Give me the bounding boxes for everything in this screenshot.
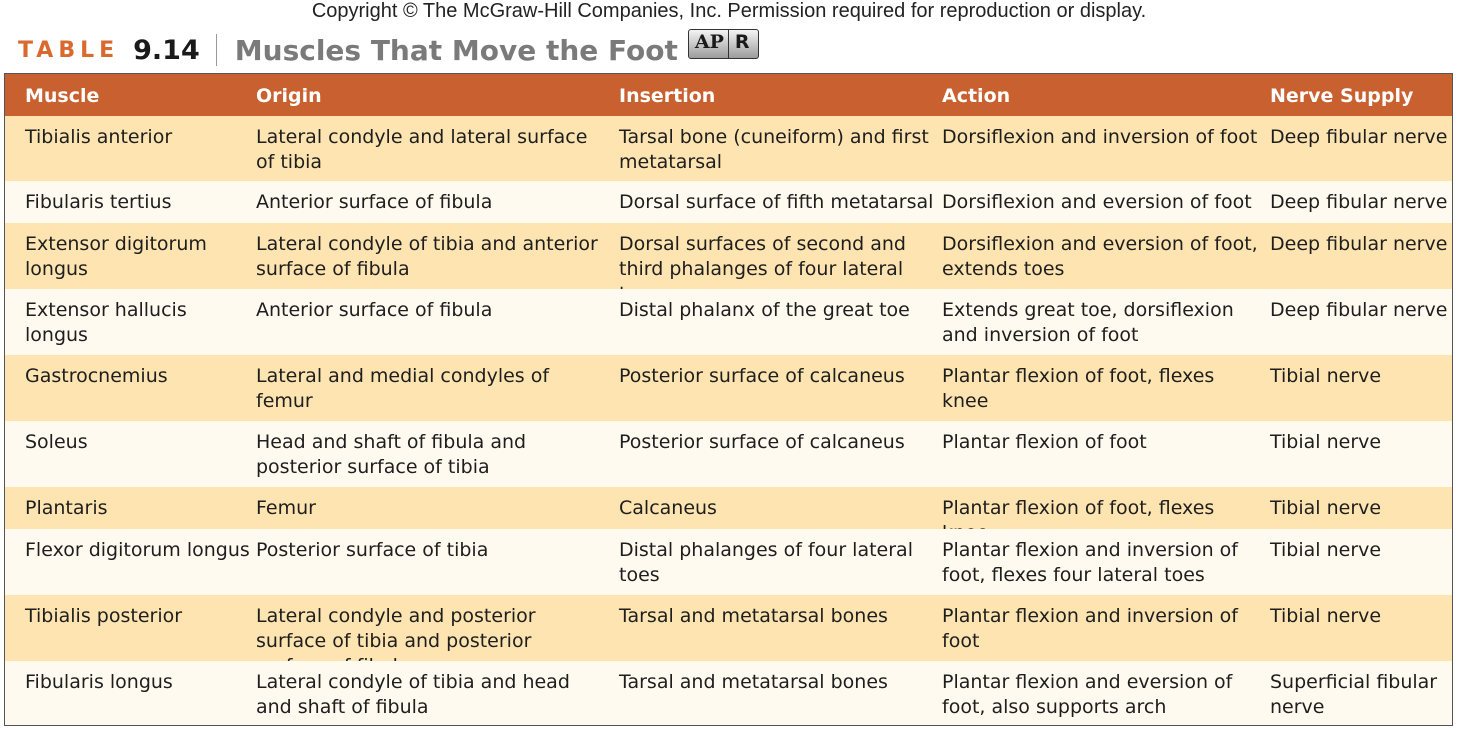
cell-muscle: Extensor hallucis longus bbox=[25, 299, 187, 346]
muscles-table bbox=[4, 73, 1453, 726]
column-header-insertion: Insertion bbox=[619, 85, 716, 107]
table-heading bbox=[18, 30, 759, 70]
cell-insertion: Dorsal surface of fifth metatarsal bbox=[619, 191, 934, 213]
cell-origin: Lateral condyle of tibia and head and shaft of fibula bbox=[256, 671, 570, 718]
cell-nerve-supply: Tibial nerve bbox=[1270, 431, 1382, 453]
cell-action: Plantar flexion of foot, flexes bbox=[942, 497, 1215, 519]
apr-badge-left: AP bbox=[689, 30, 729, 58]
cell-nerve-supply: Deep fibular nerve bbox=[1270, 299, 1448, 321]
table-title: Muscles That Move the Foot bbox=[234, 33, 678, 67]
column-header-nerve-supply: Nerve Supply bbox=[1270, 85, 1414, 107]
cell-insertion: Dorsal surfaces of second and third phalanges of four lateral bbox=[619, 233, 906, 280]
table-label: TABLE bbox=[18, 37, 120, 63]
table-row bbox=[5, 355, 1452, 421]
cell-origin: Lateral and medial condyles of femur bbox=[256, 365, 550, 412]
cell-muscle: Tibialis posterior bbox=[25, 605, 183, 627]
cell-action: Plantar flexion of foot bbox=[942, 431, 1147, 453]
cell-origin: Head and shaft of fibula and posterior surface of tibia bbox=[256, 431, 527, 478]
cell-insertion: Posterior surface of calcaneus bbox=[619, 365, 905, 387]
cell-action: Plantar flexion and eversion of foot, also supports arch bbox=[942, 671, 1233, 718]
cell-origin: Femur bbox=[256, 497, 316, 519]
cell-nerve-supply: Tibial nerve bbox=[1270, 497, 1382, 519]
copyright-notice: Copyright © The McGraw-Hill Companies, Inc. Permission required for reproduction or display. bbox=[311, 0, 1147, 22]
table-row bbox=[5, 487, 1452, 529]
cell-nerve-supply: Superficial fibular nerve bbox=[1270, 671, 1438, 718]
cell-nerve-supply: Tibial nerve bbox=[1270, 365, 1382, 387]
cell-action: Extends great toe, dorsiflexion and inversion of foot bbox=[942, 299, 1234, 346]
cell-muscle: Gastrocnemius bbox=[25, 365, 168, 387]
column-header-action: Action bbox=[942, 85, 1011, 107]
cell-nerve-supply: Tibial nerve bbox=[1270, 539, 1382, 561]
cell-action: Dorsiflexion and inversion of foot bbox=[942, 126, 1258, 148]
cell-insertion: Tarsal bone (cuneiform) and first metatarsal bbox=[619, 126, 929, 173]
table-row bbox=[5, 529, 1452, 595]
table-row bbox=[5, 223, 1452, 289]
column-header-muscle: Muscle bbox=[25, 85, 100, 107]
cell-muscle: Plantaris bbox=[25, 497, 108, 519]
cell-muscle: Soleus bbox=[25, 431, 88, 453]
cell-muscle: Fibularis longus bbox=[25, 671, 173, 693]
cell-action: Dorsiflexion and eversion of foot bbox=[942, 191, 1252, 213]
cell-nerve-supply: Deep fibular nerve bbox=[1270, 126, 1448, 148]
cell-origin: Anterior surface of fibula bbox=[256, 299, 493, 321]
cell-action: Dorsiflexion and eversion of foot, extends toes bbox=[942, 233, 1258, 280]
table-row bbox=[5, 289, 1452, 355]
cell-origin: Lateral condyle and lateral surface of tibia bbox=[256, 126, 588, 173]
cell-nerve-supply: Deep fibular nerve bbox=[1270, 191, 1448, 213]
cell-insertion: Tarsal and metatarsal bones bbox=[619, 605, 888, 627]
cell-insertion: Distal phalanx of the great toe bbox=[619, 299, 910, 321]
cell-origin: Anterior surface of fibula bbox=[256, 191, 493, 213]
table-row bbox=[5, 661, 1452, 725]
cell-action: Plantar flexion of foot, flexes knee bbox=[942, 365, 1215, 412]
apr-logo-icon bbox=[688, 29, 759, 59]
table-row bbox=[5, 421, 1452, 487]
cell-muscle: Extensor digitorum longus bbox=[25, 233, 207, 280]
cell-origin: Posterior surface of tibia bbox=[256, 539, 489, 561]
cell-nerve-supply: Deep fibular nerve bbox=[1270, 233, 1448, 255]
cell-muscle: Fibularis tertius bbox=[25, 191, 172, 213]
title-divider bbox=[216, 34, 217, 66]
table-header-row bbox=[5, 74, 1452, 117]
cell-insertion: Calcaneus bbox=[619, 497, 717, 519]
table-row bbox=[5, 595, 1452, 661]
cell-action: Plantar flexion and inversion of foot bbox=[942, 605, 1238, 652]
cell-origin: Lateral condyle of tibia and anterior surface of fibula bbox=[256, 233, 598, 280]
cell-muscle: Tibialis anterior bbox=[25, 126, 173, 148]
column-header-origin: Origin bbox=[256, 85, 322, 107]
cell-insertion: Tarsal and metatarsal bones bbox=[619, 671, 888, 693]
cell-insertion: Distal phalanges of four lateral toes bbox=[619, 539, 913, 586]
table-number: 9.14 bbox=[133, 34, 200, 66]
table-row bbox=[5, 116, 1452, 181]
cell-action: Plantar flexion and inversion of foot, flexes four lateral toes bbox=[942, 539, 1238, 586]
cell-origin: Lateral condyle and posterior surface of tibia and posterior bbox=[256, 605, 536, 652]
table-row bbox=[5, 181, 1452, 223]
apr-badge-right: R bbox=[734, 31, 750, 53]
cell-insertion: Posterior surface of calcaneus bbox=[619, 431, 905, 453]
cell-nerve-supply: Tibial nerve bbox=[1270, 605, 1382, 627]
cell-muscle: Flexor digitorum longus bbox=[25, 539, 250, 561]
